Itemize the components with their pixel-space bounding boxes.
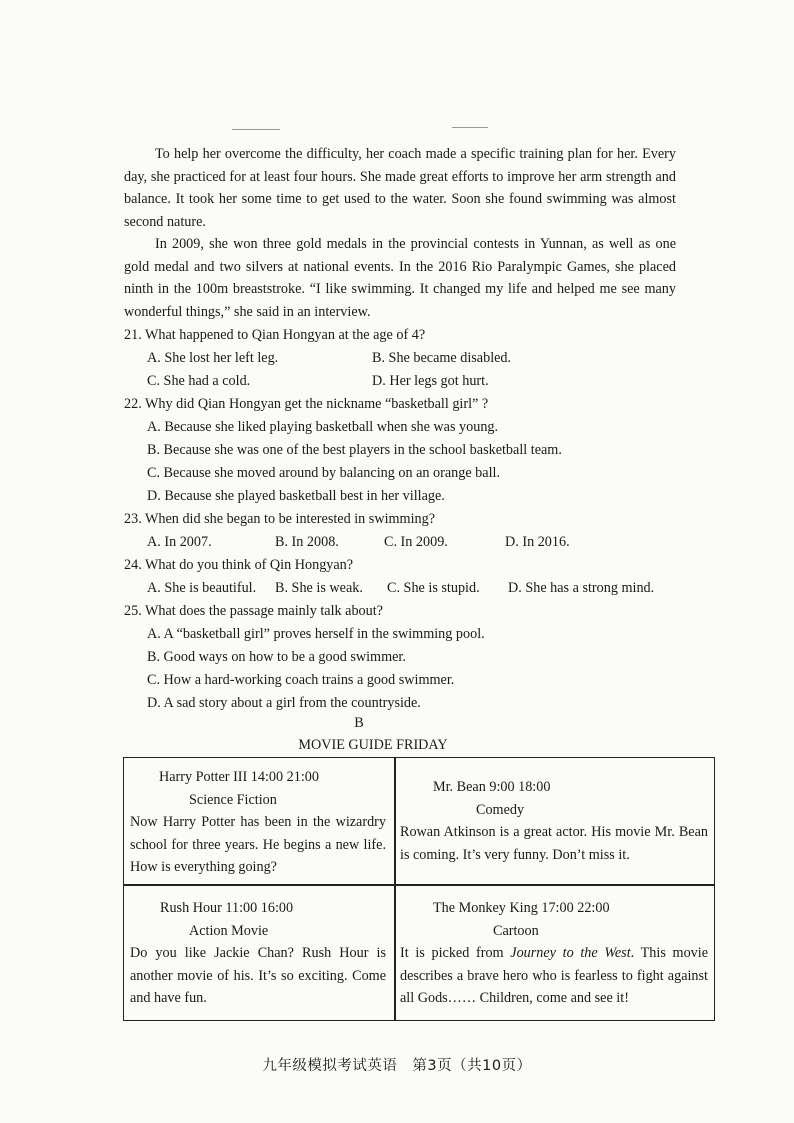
page-footer: 九年级模拟考试英语 第3页（共10页） [262,1058,532,1074]
passage-paragraph-1: To help her overcome the difficulty, her coach made a specific training plan for her. Every day, she practiced for at least four hours. She made great efforts to improve her arm strength and balance. It took her some time to get used to the water. Soon she found swimming was almost second nature. [124,146,676,230]
option-24d: D. She has a strong mind. [508,580,655,596]
movie-description: Rowan Atkinson is a great actor. His movie Mr. Bean is coming. It’s very funny. Don’t miss it. [400,824,708,863]
movie-description [400,942,708,1010]
option-24c: C. She is stupid. [387,580,480,596]
scan-mark [452,127,488,128]
question-25: 25. What does the passage mainly talk about? [124,603,383,619]
option-24b: B. She is weak. [275,580,363,596]
movie-title-line: Mr. Bean 9:00 18:00 [433,779,551,795]
option-23a: A. In 2007. [147,534,212,550]
option-25c: C. How a hard-working coach trains a good swimmer. [147,672,455,688]
movie-title-line: Harry Potter III 14:00 21:00 [159,769,319,785]
option-22a: A. Because she liked playing basketball when she was young. [147,419,499,435]
movie-title-line: The Monkey King 17:00 22:00 [433,900,610,916]
option-21d: D. Her legs got hurt. [372,373,489,389]
option-25a: A. A “basketball girl” proves herself in the swimming pool. [147,626,485,642]
option-25b: B. Good ways on how to be a good swimmer. [147,649,406,665]
movie-description: Do you like Jackie Chan? Rush Hour is another movie of his. It’s so exciting. Come and have fun. [130,945,386,1007]
movie-genre: Comedy [476,801,525,818]
option-24a: A. She is beautiful. [147,580,257,596]
movie-genre: Action Movie [189,922,269,939]
question-23: 23. When did she began to be interested in swimming? [124,511,436,527]
movie-guide-table [123,757,715,1021]
option-25d: D. A sad story about a girl from the countryside. [147,695,421,711]
option-21c: C. She had a cold. [147,373,251,389]
description-start: It is picked from [400,945,511,962]
option-21b: B. She became disabled. [372,350,512,366]
option-23b: B. In 2008. [275,534,339,550]
option-21a: A. She lost her left leg. [147,350,279,366]
movie-cell-rush-hour [130,897,386,1010]
movie-genre: Cartoon [493,922,539,939]
section-label: B [354,715,364,731]
question-22: 22. Why did Qian Hongyan get the nickname “basketball girl” ? [124,396,489,412]
book-title: Journey to the West [510,945,631,962]
question-24: 24. What do you think of Qin Hongyan? [124,557,354,573]
scan-mark [232,129,280,130]
table-divider-horizontal [124,884,714,886]
movie-cell-monkey-king [400,897,708,1010]
movie-cell-harry-potter [130,766,386,879]
description-end: . This movie describes a brave hero who is fearless to fight against all Gods…… Children, come and see it! [400,945,708,1007]
movie-title-line: Rush Hour 11:00 16:00 [160,900,294,916]
option-22c: C. Because she moved around by balancing on an orange ball. [147,465,501,481]
table-divider-vertical [394,758,396,1020]
option-23c: C. In 2009. [384,534,448,550]
passage-paragraph-2: In 2009, she won three gold medals in the provincial contests in Yunnan, as well as one gold medal and two silvers at national events. In the 2016 Rio Paralympic Games, she placed ninth in the 100m breaststroke. “I like swimming. It changed my life and helped me see many wonderful things,” she said in an interview. [124,236,676,320]
option-23d: D. In 2016. [505,534,570,550]
movie-genre: Science Fiction [189,791,277,808]
movie-description: Now Harry Potter has been in the wizardry school for three years. He begins a new life. How is everything going? [130,814,386,876]
movie-cell-mr-bean [400,776,708,866]
question-21: 21. What happened to Qian Hongyan at the age of 4? [124,327,426,343]
option-22b: B. Because she was one of the best players in the school basketball team. [147,442,562,458]
option-22d: D. Because she played basketball best in her village. [147,488,445,504]
section-title: MOVIE GUIDE FRIDAY [298,737,448,753]
